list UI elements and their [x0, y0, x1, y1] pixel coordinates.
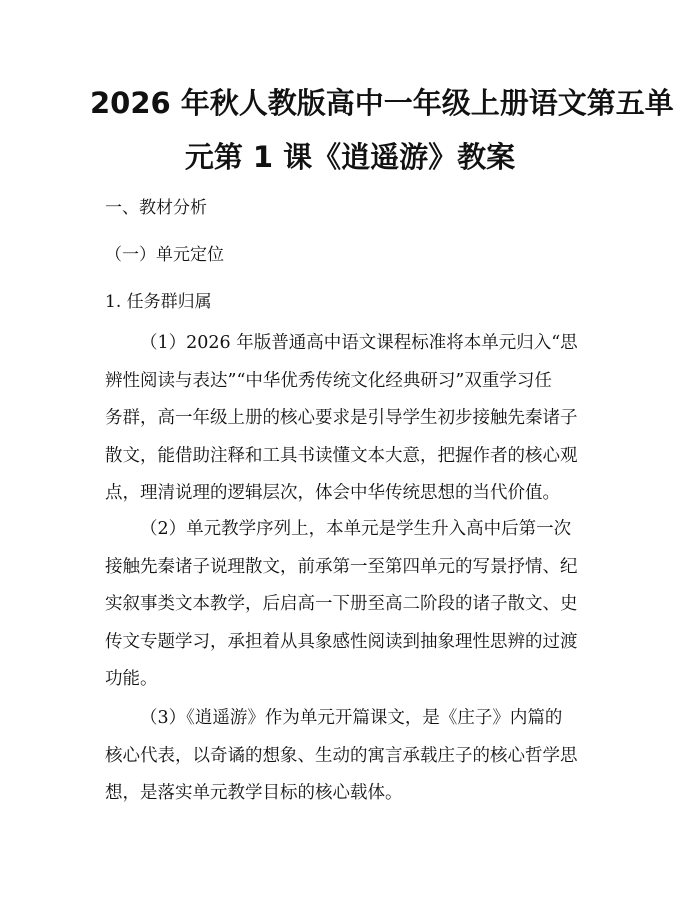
paragraph-line: 辨性阅读与表达”“中华优秀传统文化经典研习”双重学习任: [105, 370, 552, 391]
paragraph-line: 散文，能借助注释和工具书读懂文本大意，把握作者的核心观: [105, 445, 578, 466]
paragraph-line: （2）单元教学序列上，本单元是学生升入高中后第一次: [140, 519, 572, 539]
section-heading: 一、教材分析: [105, 198, 207, 218]
paragraph-line: 想，是落实单元教学目标的核心载体。: [105, 783, 403, 803]
item-heading: 1. 任务群归属: [105, 292, 212, 312]
title-line-1: 2026 年秋人教版高中一年级上册语文第五单: [90, 86, 674, 120]
title-line-2: 元第 1 课《逍遥游》教案: [184, 140, 516, 174]
paragraph-2: [105, 511, 597, 699]
subsection-heading: （一）单元定位: [105, 245, 224, 265]
paragraph-line: 接触先秦诸子说理散文，前承第一至第四单元的写景抒情、纪: [105, 556, 578, 577]
paragraph-line: （3）《逍遥游》作为单元开篇课文，是《庄子》内篇的: [140, 708, 563, 728]
paragraph-line: 务群，高一年级上册的核心要求是引导学生初步接触先秦诸子: [105, 408, 578, 428]
paragraph-line: 功能。: [105, 669, 158, 689]
paragraph-line: 核心代表，以奇谲的想象、生动的寓言承载庄子的核心哲学思: [105, 745, 578, 766]
paragraph-line: 实叙事类文本教学，后启高一下册至高二阶段的诸子散文、史: [105, 594, 578, 614]
paragraph-line: 点，理清说理的逻辑层次，体会中华传统思想的当代价值。: [105, 483, 560, 503]
document-title: [90, 76, 674, 184]
paragraph-line: 传文专题学习，承担着从具象感性阅读到抽象理性思辨的过渡: [105, 631, 578, 652]
paragraph-1: [105, 325, 597, 513]
paragraph-3: [105, 700, 597, 813]
paragraph-line: （1）2026 年版普通高中语文课程标准将本单元归入“思: [140, 333, 578, 353]
